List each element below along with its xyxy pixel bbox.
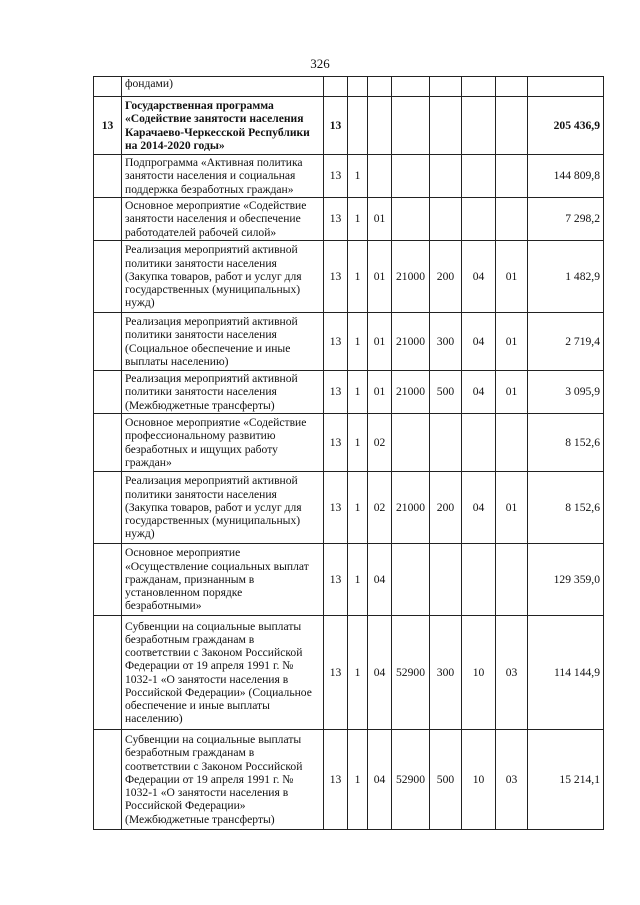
code-event-cell: 02 bbox=[368, 472, 392, 544]
code-expense-type-cell: 500 bbox=[430, 371, 462, 414]
table-row bbox=[94, 414, 604, 472]
code-expense-type-cell: 300 bbox=[430, 313, 462, 371]
code-event-cell bbox=[368, 77, 392, 97]
code-section-cell: 04 bbox=[462, 313, 496, 371]
table-row bbox=[94, 472, 604, 544]
code-subprogram-cell: 1 bbox=[348, 198, 368, 241]
code-program-cell: 13 bbox=[324, 730, 348, 830]
item-name-cell: Реализация мероприятий активной политики занятости населения (Закупка товаров, работ и услуг для государственных (муниципальных) нужд) bbox=[122, 241, 324, 313]
amount-cell: 3 095,9 bbox=[528, 371, 604, 414]
code-subsection-cell: 03 bbox=[496, 616, 528, 730]
row-number-cell bbox=[94, 371, 122, 414]
item-name-cell: Основное мероприятие «Осуществление социальных выплат гражданам, признанным в установленном порядке безработными» bbox=[122, 544, 324, 616]
code-program-cell: 13 bbox=[324, 155, 348, 198]
row-number-cell bbox=[94, 616, 122, 730]
code-expense-type-cell: 300 bbox=[430, 616, 462, 730]
code-section-cell: 10 bbox=[462, 616, 496, 730]
budget-table bbox=[93, 76, 604, 830]
amount-cell: 114 144,9 bbox=[528, 616, 604, 730]
item-name-cell: Реализация мероприятий активной политики занятости населения (Социальное обеспечение и иные выплаты населению) bbox=[122, 313, 324, 371]
code-program-cell: 13 bbox=[324, 198, 348, 241]
table-row bbox=[94, 544, 604, 616]
code-event-cell: 01 bbox=[368, 198, 392, 241]
code-program-cell: 13 bbox=[324, 472, 348, 544]
code-expense-type-cell bbox=[430, 97, 462, 155]
row-number-cell bbox=[94, 198, 122, 241]
code-subprogram-cell: 1 bbox=[348, 241, 368, 313]
item-name-cell: Реализация мероприятий активной политики занятости населения (Закупка товаров, работ и услуг для государственных (муниципальных) нужд) bbox=[122, 472, 324, 544]
code-program-cell bbox=[324, 77, 348, 97]
item-name-cell: Государственная программа «Содействие занятости населения Карачаево-Черкесской Республики на 2014-2020 годы» bbox=[122, 97, 324, 155]
code-program-cell: 13 bbox=[324, 616, 348, 730]
amount-cell: 129 359,0 bbox=[528, 544, 604, 616]
code-direction-cell: 21000 bbox=[392, 472, 430, 544]
item-name-cell: Субвенции на социальные выплаты безработным гражданам в соответствии с Законом Российской Федерации от 19 апреля 1991 г. № 1032-1 «О занятости населения в Российской Федерации» (Межбюджетные трансферты) bbox=[122, 730, 324, 830]
budget-table-body bbox=[94, 77, 604, 830]
code-subprogram-cell: 1 bbox=[348, 414, 368, 472]
code-section-cell: 04 bbox=[462, 241, 496, 313]
amount-cell: 205 436,9 bbox=[528, 97, 604, 155]
code-section-cell bbox=[462, 544, 496, 616]
code-expense-type-cell bbox=[430, 77, 462, 97]
code-section-cell bbox=[462, 97, 496, 155]
code-subsection-cell bbox=[496, 544, 528, 616]
amount-cell: 8 152,6 bbox=[528, 414, 604, 472]
code-program-cell: 13 bbox=[324, 241, 348, 313]
code-direction-cell bbox=[392, 155, 430, 198]
code-direction-cell: 21000 bbox=[392, 371, 430, 414]
code-event-cell bbox=[368, 155, 392, 198]
code-subsection-cell bbox=[496, 414, 528, 472]
code-direction-cell: 21000 bbox=[392, 241, 430, 313]
item-name-cell: Субвенции на социальные выплаты безработным гражданам в соответствии с Законом Российской Федерации от 19 апреля 1991 г. № 1032-1 «О занятости населения в Российской Федерации» (Социальное обеспечение и иные выплаты населению) bbox=[122, 616, 324, 730]
table-row bbox=[94, 616, 604, 730]
code-section-cell bbox=[462, 198, 496, 241]
code-subsection-cell bbox=[496, 155, 528, 198]
code-direction-cell bbox=[392, 544, 430, 616]
code-subprogram-cell: 1 bbox=[348, 472, 368, 544]
code-section-cell: 10 bbox=[462, 730, 496, 830]
row-number-cell bbox=[94, 472, 122, 544]
code-section-cell bbox=[462, 155, 496, 198]
amount-cell: 144 809,8 bbox=[528, 155, 604, 198]
amount-cell bbox=[528, 77, 604, 97]
code-program-cell: 13 bbox=[324, 414, 348, 472]
row-number-cell bbox=[94, 155, 122, 198]
code-direction-cell: 21000 bbox=[392, 313, 430, 371]
row-number-cell bbox=[94, 414, 122, 472]
row-number-cell: 13 bbox=[94, 97, 122, 155]
code-direction-cell: 52900 bbox=[392, 616, 430, 730]
amount-cell: 15 214,1 bbox=[528, 730, 604, 830]
code-direction-cell bbox=[392, 198, 430, 241]
code-event-cell: 04 bbox=[368, 730, 392, 830]
code-direction-cell bbox=[392, 97, 430, 155]
page-number: 326 bbox=[310, 56, 330, 71]
code-section-cell: 04 bbox=[462, 371, 496, 414]
code-subsection-cell bbox=[496, 77, 528, 97]
code-expense-type-cell bbox=[430, 414, 462, 472]
item-name-cell: Основное мероприятие «Содействие профессиональному развитию безработных и ищущих работу граждан» bbox=[122, 414, 324, 472]
table-row bbox=[94, 155, 604, 198]
row-number-cell bbox=[94, 241, 122, 313]
code-subsection-cell bbox=[496, 97, 528, 155]
code-event-cell: 01 bbox=[368, 371, 392, 414]
code-direction-cell bbox=[392, 414, 430, 472]
row-number-cell bbox=[94, 730, 122, 830]
table-row bbox=[94, 241, 604, 313]
table-row bbox=[94, 730, 604, 830]
code-subsection-cell bbox=[496, 198, 528, 241]
code-subsection-cell: 01 bbox=[496, 313, 528, 371]
code-expense-type-cell bbox=[430, 198, 462, 241]
code-event-cell: 01 bbox=[368, 241, 392, 313]
amount-cell: 7 298,2 bbox=[528, 198, 604, 241]
table-row bbox=[94, 97, 604, 155]
code-program-cell: 13 bbox=[324, 97, 348, 155]
row-number-cell bbox=[94, 313, 122, 371]
code-subprogram-cell: 1 bbox=[348, 730, 368, 830]
code-subsection-cell: 01 bbox=[496, 371, 528, 414]
table-row bbox=[94, 77, 604, 97]
code-event-cell bbox=[368, 97, 392, 155]
code-subprogram-cell bbox=[348, 77, 368, 97]
item-name-cell: Подпрограмма «Активная политика занятости населения и социальная поддержка безработных граждан» bbox=[122, 155, 324, 198]
table-row bbox=[94, 371, 604, 414]
code-subprogram-cell: 1 bbox=[348, 544, 368, 616]
code-program-cell: 13 bbox=[324, 313, 348, 371]
code-subprogram-cell: 1 bbox=[348, 155, 368, 198]
table-row bbox=[94, 198, 604, 241]
code-program-cell: 13 bbox=[324, 371, 348, 414]
code-program-cell: 13 bbox=[324, 544, 348, 616]
code-expense-type-cell: 500 bbox=[430, 730, 462, 830]
code-section-cell bbox=[462, 77, 496, 97]
code-subprogram-cell bbox=[348, 97, 368, 155]
code-subprogram-cell: 1 bbox=[348, 313, 368, 371]
item-name-cell: фондами) bbox=[122, 77, 324, 97]
code-event-cell: 01 bbox=[368, 313, 392, 371]
table-row bbox=[94, 313, 604, 371]
row-number-cell bbox=[94, 77, 122, 97]
amount-cell: 2 719,4 bbox=[528, 313, 604, 371]
code-expense-type-cell: 200 bbox=[430, 241, 462, 313]
code-subprogram-cell: 1 bbox=[348, 371, 368, 414]
code-direction-cell: 52900 bbox=[392, 730, 430, 830]
code-subsection-cell: 03 bbox=[496, 730, 528, 830]
row-number-cell bbox=[94, 544, 122, 616]
code-event-cell: 04 bbox=[368, 616, 392, 730]
code-expense-type-cell: 200 bbox=[430, 472, 462, 544]
code-direction-cell bbox=[392, 77, 430, 97]
code-event-cell: 02 bbox=[368, 414, 392, 472]
code-subprogram-cell: 1 bbox=[348, 616, 368, 730]
code-subsection-cell: 01 bbox=[496, 241, 528, 313]
code-section-cell bbox=[462, 414, 496, 472]
item-name-cell: Основное мероприятие «Содействие занятости населения и обеспечение работодателей рабочей силой» bbox=[122, 198, 324, 241]
code-section-cell: 04 bbox=[462, 472, 496, 544]
code-expense-type-cell bbox=[430, 544, 462, 616]
item-name-cell: Реализация мероприятий активной политики занятости населения (Межбюджетные трансферты) bbox=[122, 371, 324, 414]
amount-cell: 8 152,6 bbox=[528, 472, 604, 544]
amount-cell: 1 482,9 bbox=[528, 241, 604, 313]
code-subsection-cell: 01 bbox=[496, 472, 528, 544]
code-expense-type-cell bbox=[430, 155, 462, 198]
code-event-cell: 04 bbox=[368, 544, 392, 616]
